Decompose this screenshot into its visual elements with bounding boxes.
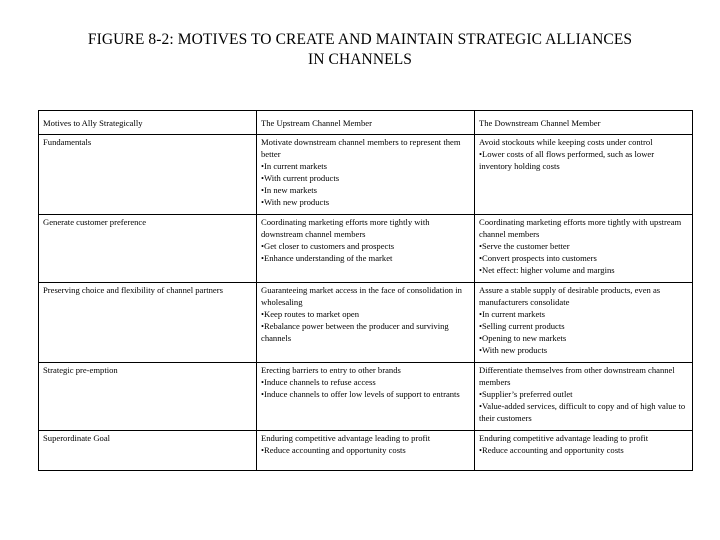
upstream-line: •With new products bbox=[261, 197, 330, 207]
header-upstream: The Upstream Channel Member bbox=[257, 111, 475, 135]
downstream-line: •Convert prospects into customers bbox=[479, 253, 597, 263]
table-header-row bbox=[39, 111, 693, 135]
cell-downstream bbox=[475, 135, 693, 215]
upstream-line: •In current markets bbox=[261, 161, 328, 171]
cell-motive bbox=[39, 283, 257, 363]
table-row bbox=[39, 431, 693, 471]
downstream-line: •Net effect: higher volume and margins bbox=[479, 265, 615, 275]
cell-upstream bbox=[257, 283, 475, 363]
downstream-line: •Reduce accounting and opportunity costs bbox=[479, 445, 624, 455]
table-row bbox=[39, 283, 693, 363]
cell-downstream bbox=[475, 431, 693, 471]
downstream-line: •Selling current products bbox=[479, 321, 565, 331]
upstream-line: Guaranteeing market access in the face of consolidation in wholesaling bbox=[261, 285, 462, 307]
downstream-line: •Value-added services, difficult to copy and of high value to their customers bbox=[479, 401, 686, 423]
upstream-line: •Rebalance power between the producer and surviving channels bbox=[261, 321, 449, 343]
motive-text: Strategic pre-emption bbox=[43, 365, 118, 375]
cell-motive bbox=[39, 215, 257, 283]
cell-motive bbox=[39, 363, 257, 431]
downstream-line: Coordinating marketing efforts more tightly with upstream channel members bbox=[479, 217, 682, 239]
cell-downstream bbox=[475, 215, 693, 283]
motives-table bbox=[38, 110, 693, 471]
figure-title-line-1: FIGURE 8-2: MOTIVES TO CREATE AND MAINTAIN STRATEGIC ALLIANCES bbox=[87, 31, 633, 48]
downstream-line: •Lower costs of all flows performed, such as lower inventory holding costs bbox=[479, 149, 655, 171]
upstream-line: Coordinating marketing efforts more tightly with downstream channel members bbox=[261, 217, 430, 239]
cell-upstream bbox=[257, 431, 475, 471]
cell-upstream bbox=[257, 215, 475, 283]
upstream-line: Enduring competitive advantage leading to profit bbox=[261, 433, 431, 443]
motive-text: Generate customer preference bbox=[43, 217, 147, 227]
table-row bbox=[39, 363, 693, 431]
downstream-line: •In current markets bbox=[479, 309, 546, 319]
downstream-line: Differentiate themselves from other downstream channel members bbox=[479, 365, 675, 387]
downstream-line: Enduring competitive advantage leading to profit bbox=[479, 433, 649, 443]
upstream-line: •Reduce accounting and opportunity costs bbox=[261, 445, 406, 455]
header-downstream: The Downstream Channel Member bbox=[475, 111, 693, 135]
downstream-line: •With new products bbox=[479, 345, 548, 355]
cell-downstream bbox=[475, 363, 693, 431]
table-row bbox=[39, 135, 693, 215]
downstream-line: Assure a stable supply of desirable products, even as manufacturers consolidate bbox=[479, 285, 661, 307]
cell-motive bbox=[39, 135, 257, 215]
motive-text: Superordinate Goal bbox=[43, 433, 111, 443]
downstream-line: •Supplier’s preferred outlet bbox=[479, 389, 573, 399]
cell-downstream bbox=[475, 283, 693, 363]
upstream-line: •Induce channels to refuse access bbox=[261, 377, 376, 387]
upstream-line: Motivate downstream channel members to represent them better bbox=[261, 137, 461, 159]
upstream-line: •In new markets bbox=[261, 185, 317, 195]
motive-text: Fundamentals bbox=[43, 137, 92, 147]
table-row bbox=[39, 215, 693, 283]
downstream-line: •Serve the customer better bbox=[479, 241, 570, 251]
upstream-line: •Induce channels to offer low levels of support to entrants bbox=[261, 389, 460, 399]
motive-text: Preserving choice and flexibility of channel partners bbox=[43, 285, 223, 295]
downstream-line: Avoid stockouts while keeping costs under control bbox=[479, 137, 653, 147]
header-motives: Motives to Ally Strategically bbox=[39, 111, 257, 135]
upstream-line: •Get closer to customers and prospects bbox=[261, 241, 395, 251]
upstream-line: •With current products bbox=[261, 173, 340, 183]
cell-motive bbox=[39, 431, 257, 471]
upstream-line: •Keep routes to market open bbox=[261, 309, 359, 319]
upstream-line: Erecting barriers to entry to other brands bbox=[261, 365, 401, 375]
downstream-line: •Opening to new markets bbox=[479, 333, 567, 343]
upstream-line: •Enhance understanding of the market bbox=[261, 253, 393, 263]
figure-title bbox=[0, 30, 720, 70]
cell-upstream bbox=[257, 135, 475, 215]
figure-title-line-2: IN CHANNELS bbox=[308, 51, 412, 68]
cell-upstream bbox=[257, 363, 475, 431]
